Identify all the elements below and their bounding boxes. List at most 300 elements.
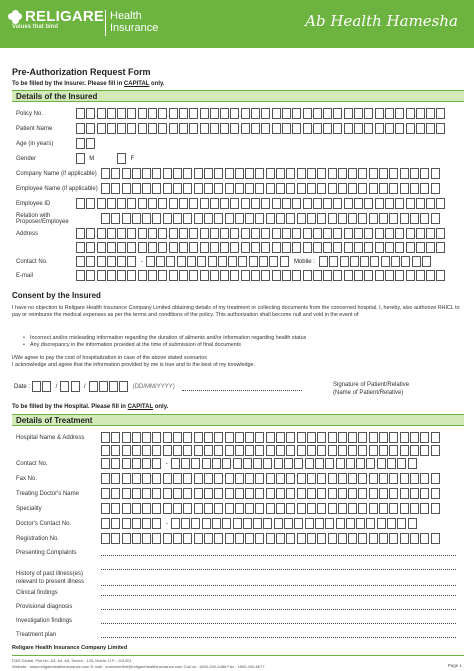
char-box[interactable]: [338, 432, 347, 443]
char-box[interactable]: [225, 183, 234, 194]
char-box[interactable]: [163, 445, 172, 456]
char-box[interactable]: [274, 518, 283, 529]
age-boxes[interactable]: [76, 138, 97, 149]
char-box[interactable]: [263, 458, 272, 469]
clinical-line[interactable]: [101, 588, 456, 596]
char-box[interactable]: [241, 108, 250, 119]
char-box[interactable]: [358, 183, 367, 194]
char-box[interactable]: [307, 445, 316, 456]
char-box[interactable]: [218, 256, 227, 267]
char-box[interactable]: [76, 270, 85, 281]
char-box[interactable]: [272, 228, 281, 239]
char-box[interactable]: [358, 168, 367, 179]
char-box[interactable]: [194, 445, 203, 456]
char-box[interactable]: [292, 123, 301, 134]
char-box[interactable]: [303, 108, 312, 119]
char-box[interactable]: [214, 533, 223, 544]
char-box[interactable]: [189, 270, 198, 281]
char-box[interactable]: [122, 458, 131, 469]
char-box[interactable]: [266, 168, 275, 179]
char-box[interactable]: [329, 256, 338, 267]
char-box[interactable]: [344, 242, 353, 253]
char-box[interactable]: [276, 168, 285, 179]
char-box[interactable]: [348, 213, 357, 224]
char-box[interactable]: [225, 445, 234, 456]
char-box[interactable]: [426, 228, 435, 239]
char-box[interactable]: [389, 503, 398, 514]
char-box[interactable]: [369, 183, 378, 194]
char-box[interactable]: [109, 381, 118, 392]
char-box[interactable]: [350, 256, 359, 267]
char-box[interactable]: [230, 198, 239, 209]
address-boxes-1[interactable]: [76, 228, 447, 239]
char-box[interactable]: [286, 445, 295, 456]
char-box[interactable]: [276, 432, 285, 443]
char-box[interactable]: [251, 228, 260, 239]
char-box[interactable]: [142, 432, 151, 443]
char-box[interactable]: [122, 432, 131, 443]
char-box[interactable]: [286, 432, 295, 443]
char-box[interactable]: [426, 108, 435, 119]
char-box[interactable]: [225, 488, 234, 499]
char-box[interactable]: [117, 256, 126, 267]
char-box[interactable]: [101, 432, 110, 443]
char-box[interactable]: [60, 381, 69, 392]
char-box[interactable]: [400, 473, 409, 484]
char-box[interactable]: [255, 473, 264, 484]
char-box[interactable]: [395, 108, 404, 119]
char-box[interactable]: [397, 518, 406, 529]
char-box[interactable]: [286, 168, 295, 179]
char-box[interactable]: [86, 138, 95, 149]
char-box[interactable]: [204, 503, 213, 514]
char-box[interactable]: [179, 270, 188, 281]
char-box[interactable]: [364, 270, 373, 281]
char-box[interactable]: [241, 123, 250, 134]
char-box[interactable]: [358, 533, 367, 544]
char-box[interactable]: [111, 473, 120, 484]
char-box[interactable]: [76, 198, 85, 209]
char-box[interactable]: [389, 432, 398, 443]
char-box[interactable]: [255, 445, 264, 456]
char-box[interactable]: [410, 533, 419, 544]
char-box[interactable]: [266, 473, 275, 484]
char-box[interactable]: [173, 473, 182, 484]
char-box[interactable]: [416, 198, 425, 209]
char-box[interactable]: [266, 533, 275, 544]
char-box[interactable]: [297, 213, 306, 224]
char-box[interactable]: [255, 213, 264, 224]
char-box[interactable]: [420, 503, 429, 514]
char-box[interactable]: [214, 503, 223, 514]
char-box[interactable]: [297, 488, 306, 499]
char-box[interactable]: [111, 168, 120, 179]
char-box[interactable]: [127, 228, 136, 239]
char-box[interactable]: [344, 228, 353, 239]
char-box[interactable]: [122, 183, 131, 194]
char-box[interactable]: [406, 108, 415, 119]
char-box[interactable]: [235, 533, 244, 544]
char-box[interactable]: [76, 256, 85, 267]
char-box[interactable]: [395, 270, 404, 281]
char-box[interactable]: [245, 445, 254, 456]
char-box[interactable]: [276, 488, 285, 499]
char-box[interactable]: [245, 473, 254, 484]
hospital-contact-boxes[interactable]: [171, 458, 418, 469]
char-box[interactable]: [282, 198, 291, 209]
char-box[interactable]: [410, 213, 419, 224]
char-box[interactable]: [152, 473, 161, 484]
char-box[interactable]: [220, 270, 229, 281]
char-box[interactable]: [348, 533, 357, 544]
char-box[interactable]: [220, 198, 229, 209]
char-box[interactable]: [400, 488, 409, 499]
char-box[interactable]: [169, 198, 178, 209]
char-box[interactable]: [117, 270, 126, 281]
char-box[interactable]: [187, 256, 196, 267]
char-box[interactable]: [148, 198, 157, 209]
char-box[interactable]: [158, 123, 167, 134]
char-box[interactable]: [230, 123, 239, 134]
char-box[interactable]: [266, 488, 275, 499]
char-box[interactable]: [255, 503, 264, 514]
char-box[interactable]: [389, 183, 398, 194]
char-box[interactable]: [358, 432, 367, 443]
char-box[interactable]: [307, 488, 316, 499]
char-box[interactable]: [101, 183, 110, 194]
char-box[interactable]: [241, 242, 250, 253]
char-box[interactable]: [148, 108, 157, 119]
char-box[interactable]: [323, 242, 332, 253]
char-box[interactable]: [375, 123, 384, 134]
char-box[interactable]: [225, 213, 234, 224]
char-box[interactable]: [297, 503, 306, 514]
doctor-contact-std-boxes[interactable]: [101, 518, 163, 529]
char-box[interactable]: [276, 473, 285, 484]
char-box[interactable]: [210, 108, 219, 119]
char-box[interactable]: [261, 123, 270, 134]
char-box[interactable]: [200, 123, 209, 134]
char-box[interactable]: [338, 445, 347, 456]
char-box[interactable]: [284, 458, 293, 469]
char-box[interactable]: [127, 108, 136, 119]
char-box[interactable]: [241, 270, 250, 281]
char-box[interactable]: [76, 138, 85, 149]
char-box[interactable]: [173, 213, 182, 224]
char-box[interactable]: [272, 108, 281, 119]
char-box[interactable]: [431, 473, 440, 484]
char-box[interactable]: [416, 123, 425, 134]
char-box[interactable]: [354, 108, 363, 119]
char-box[interactable]: [220, 242, 229, 253]
char-box[interactable]: [276, 213, 285, 224]
char-box[interactable]: [406, 198, 415, 209]
char-box[interactable]: [183, 168, 192, 179]
char-box[interactable]: [354, 270, 363, 281]
char-box[interactable]: [122, 473, 131, 484]
char-box[interactable]: [364, 108, 373, 119]
char-box[interactable]: [138, 242, 147, 253]
char-box[interactable]: [235, 503, 244, 514]
char-box[interactable]: [379, 213, 388, 224]
char-box[interactable]: [194, 213, 203, 224]
char-box[interactable]: [313, 270, 322, 281]
char-box[interactable]: [183, 432, 192, 443]
mobile-boxes[interactable]: [319, 256, 432, 267]
char-box[interactable]: [307, 168, 316, 179]
char-box[interactable]: [235, 432, 244, 443]
char-box[interactable]: [375, 108, 384, 119]
char-box[interactable]: [214, 473, 223, 484]
char-box[interactable]: [369, 168, 378, 179]
char-box[interactable]: [132, 518, 141, 529]
char-box[interactable]: [379, 445, 388, 456]
char-box[interactable]: [317, 168, 326, 179]
char-box[interactable]: [410, 473, 419, 484]
char-box[interactable]: [194, 473, 203, 484]
char-box[interactable]: [431, 213, 440, 224]
char-box[interactable]: [356, 458, 365, 469]
char-box[interactable]: [101, 458, 110, 469]
char-box[interactable]: [379, 432, 388, 443]
char-box[interactable]: [358, 473, 367, 484]
char-box[interactable]: [204, 168, 213, 179]
char-box[interactable]: [138, 228, 147, 239]
char-box[interactable]: [420, 213, 429, 224]
char-box[interactable]: [97, 242, 106, 253]
char-box[interactable]: [194, 183, 203, 194]
char-box[interactable]: [173, 432, 182, 443]
char-box[interactable]: [138, 123, 147, 134]
char-box[interactable]: [183, 488, 192, 499]
char-box[interactable]: [261, 228, 270, 239]
char-box[interactable]: [107, 242, 116, 253]
char-box[interactable]: [138, 198, 147, 209]
char-box[interactable]: [412, 256, 421, 267]
char-box[interactable]: [344, 198, 353, 209]
char-box[interactable]: [410, 488, 419, 499]
char-box[interactable]: [194, 488, 203, 499]
char-box[interactable]: [200, 228, 209, 239]
char-box[interactable]: [214, 445, 223, 456]
char-box[interactable]: [313, 242, 322, 253]
char-box[interactable]: [313, 123, 322, 134]
char-box[interactable]: [107, 108, 116, 119]
char-box[interactable]: [107, 256, 116, 267]
char-box[interactable]: [400, 533, 409, 544]
char-box[interactable]: [420, 473, 429, 484]
fax-boxes[interactable]: [101, 473, 441, 484]
char-box[interactable]: [375, 228, 384, 239]
char-box[interactable]: [142, 183, 151, 194]
char-box[interactable]: [338, 168, 347, 179]
char-box[interactable]: [389, 488, 398, 499]
char-box[interactable]: [132, 432, 141, 443]
char-box[interactable]: [266, 432, 275, 443]
char-box[interactable]: [214, 168, 223, 179]
history-lines[interactable]: [101, 562, 456, 586]
char-box[interactable]: [183, 503, 192, 514]
char-box[interactable]: [111, 183, 120, 194]
char-box[interactable]: [364, 123, 373, 134]
char-box[interactable]: [245, 533, 254, 544]
char-box[interactable]: [142, 533, 151, 544]
char-box[interactable]: [117, 242, 126, 253]
char-box[interactable]: [200, 198, 209, 209]
char-box[interactable]: [358, 213, 367, 224]
char-box[interactable]: [158, 198, 167, 209]
char-box[interactable]: [348, 168, 357, 179]
company-name-boxes[interactable]: [101, 168, 441, 179]
char-box[interactable]: [338, 473, 347, 484]
char-box[interactable]: [297, 473, 306, 484]
doctor-name-boxes[interactable]: [101, 488, 441, 499]
char-box[interactable]: [127, 242, 136, 253]
char-box[interactable]: [272, 242, 281, 253]
char-box[interactable]: [317, 533, 326, 544]
char-box[interactable]: [210, 228, 219, 239]
char-box[interactable]: [204, 445, 213, 456]
char-box[interactable]: [436, 270, 445, 281]
char-box[interactable]: [272, 270, 281, 281]
char-box[interactable]: [117, 123, 126, 134]
investigation-line[interactable]: [101, 616, 456, 624]
char-box[interactable]: [389, 168, 398, 179]
char-box[interactable]: [282, 108, 291, 119]
char-box[interactable]: [379, 183, 388, 194]
char-box[interactable]: [333, 198, 342, 209]
char-box[interactable]: [379, 168, 388, 179]
char-box[interactable]: [395, 198, 404, 209]
char-box[interactable]: [42, 381, 51, 392]
char-box[interactable]: [235, 445, 244, 456]
char-box[interactable]: [385, 242, 394, 253]
char-box[interactable]: [348, 488, 357, 499]
char-box[interactable]: [183, 183, 192, 194]
char-box[interactable]: [346, 458, 355, 469]
char-box[interactable]: [297, 533, 306, 544]
char-box[interactable]: [111, 518, 120, 529]
char-box[interactable]: [220, 108, 229, 119]
char-box[interactable]: [426, 242, 435, 253]
char-box[interactable]: [269, 256, 278, 267]
char-box[interactable]: [204, 533, 213, 544]
treatment-plan-line[interactable]: [101, 630, 456, 638]
char-box[interactable]: [132, 503, 141, 514]
char-box[interactable]: [354, 228, 363, 239]
char-box[interactable]: [436, 108, 445, 119]
char-box[interactable]: [406, 242, 415, 253]
char-box[interactable]: [204, 213, 213, 224]
char-box[interactable]: [307, 473, 316, 484]
char-box[interactable]: [328, 503, 337, 514]
char-box[interactable]: [303, 228, 312, 239]
char-box[interactable]: [127, 256, 136, 267]
char-box[interactable]: [315, 518, 324, 529]
char-box[interactable]: [292, 270, 301, 281]
char-box[interactable]: [235, 183, 244, 194]
char-box[interactable]: [111, 488, 120, 499]
char-box[interactable]: [305, 458, 314, 469]
char-box[interactable]: [142, 458, 151, 469]
char-box[interactable]: [431, 533, 440, 544]
char-box[interactable]: [346, 518, 355, 529]
char-box[interactable]: [319, 256, 328, 267]
char-box[interactable]: [158, 108, 167, 119]
char-box[interactable]: [436, 123, 445, 134]
char-box[interactable]: [420, 533, 429, 544]
contact-std-boxes[interactable]: [76, 256, 138, 267]
char-box[interactable]: [169, 270, 178, 281]
char-box[interactable]: [286, 488, 295, 499]
char-box[interactable]: [132, 488, 141, 499]
char-box[interactable]: [238, 256, 247, 267]
char-box[interactable]: [148, 270, 157, 281]
char-box[interactable]: [163, 168, 172, 179]
char-box[interactable]: [194, 168, 203, 179]
char-box[interactable]: [214, 183, 223, 194]
registration-boxes[interactable]: [101, 533, 441, 544]
char-box[interactable]: [142, 488, 151, 499]
char-box[interactable]: [303, 270, 312, 281]
char-box[interactable]: [255, 488, 264, 499]
char-box[interactable]: [338, 183, 347, 194]
char-box[interactable]: [111, 445, 120, 456]
char-box[interactable]: [328, 168, 337, 179]
char-box[interactable]: [416, 270, 425, 281]
char-box[interactable]: [303, 123, 312, 134]
char-box[interactable]: [410, 445, 419, 456]
relation-boxes[interactable]: [101, 213, 441, 224]
char-box[interactable]: [276, 445, 285, 456]
char-box[interactable]: [111, 458, 120, 469]
char-box[interactable]: [200, 270, 209, 281]
char-box[interactable]: [348, 473, 357, 484]
char-box[interactable]: [222, 458, 231, 469]
char-box[interactable]: [163, 503, 172, 514]
char-box[interactable]: [328, 432, 337, 443]
char-box[interactable]: [127, 198, 136, 209]
char-box[interactable]: [375, 242, 384, 253]
char-box[interactable]: [369, 473, 378, 484]
char-box[interactable]: [323, 270, 332, 281]
char-box[interactable]: [86, 256, 95, 267]
char-box[interactable]: [307, 213, 316, 224]
char-box[interactable]: [338, 503, 347, 514]
char-box[interactable]: [171, 458, 180, 469]
char-box[interactable]: [416, 108, 425, 119]
char-box[interactable]: [400, 183, 409, 194]
char-box[interactable]: [122, 518, 131, 529]
char-box[interactable]: [32, 381, 41, 392]
char-box[interactable]: [344, 123, 353, 134]
char-box[interactable]: [173, 488, 182, 499]
char-box[interactable]: [292, 108, 301, 119]
char-box[interactable]: [111, 533, 120, 544]
char-box[interactable]: [76, 108, 85, 119]
char-box[interactable]: [245, 432, 254, 443]
char-box[interactable]: [317, 503, 326, 514]
char-box[interactable]: [152, 488, 161, 499]
char-box[interactable]: [235, 168, 244, 179]
char-box[interactable]: [286, 503, 295, 514]
char-box[interactable]: [286, 473, 295, 484]
char-box[interactable]: [333, 270, 342, 281]
char-box[interactable]: [406, 270, 415, 281]
char-box[interactable]: [122, 488, 131, 499]
char-box[interactable]: [107, 198, 116, 209]
char-box[interactable]: [163, 488, 172, 499]
